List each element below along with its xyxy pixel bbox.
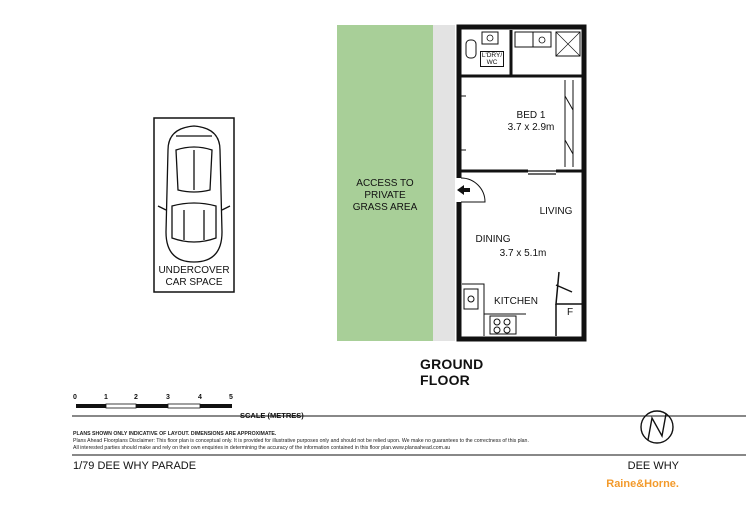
fridge-cupboard — [556, 272, 582, 336]
scale-label: SCALE (METRES) — [240, 411, 304, 420]
property-address: 1/79 DEE WHY PARADE — [73, 460, 197, 472]
laundry-wc-label: L'DRY/ WC — [481, 52, 503, 66]
scale-tick-5: 5 — [229, 394, 233, 401]
property-suburb: DEE WHY — [627, 460, 679, 472]
scale-bar — [72, 404, 746, 416]
disclaimer-line-3: All interested parties should make and rely on their own enquiries in determining the accuracy of the information contained in this floor plan.www.plansahead.com.au — [73, 445, 451, 451]
room-kitchen-name: KITCHEN — [494, 296, 538, 307]
side-path — [433, 25, 455, 341]
room-bed1-dims: 3.7 x 2.9m — [507, 122, 555, 133]
disclaimer-line-1: PLANS SHOWN ONLY INDICATIVE OF LAYOUT. DIMENSIONS ARE APPROXIMATE. — [73, 431, 277, 437]
basin — [482, 32, 498, 44]
scale-tick-4: 4 — [198, 394, 202, 401]
kitchen-bench — [462, 284, 526, 336]
scale-tick-1: 1 — [104, 394, 108, 401]
disclaimer-line-2: Plans Ahead Floorplans Disclaimer: This floor plan is conceptual only. It is provided for illustrative purposes only and should not be relied upon. We make no guarantees to the correctness of this plan. — [73, 438, 529, 444]
scale-tick-3: 3 — [166, 394, 170, 401]
floor-title: GROUND FLOOR — [420, 356, 484, 388]
room-dining-name: DINING — [475, 234, 511, 245]
wardrobe — [565, 80, 573, 167]
vanity — [515, 32, 533, 47]
brand-logo: Raine&Horne. — [606, 478, 679, 490]
grass-area-label: ACCESS TO PRIVATE GRASS AREA — [352, 178, 418, 213]
room-bed1-name: BED 1 — [516, 110, 546, 121]
toilet — [466, 40, 476, 58]
disclaimer — [73, 431, 633, 452]
scale-tick-0: 0 — [73, 394, 77, 401]
room-living-name: LIVING — [539, 206, 573, 217]
bed-sliding-door — [528, 171, 556, 174]
room-dining-dims: 3.7 x 5.1m — [499, 248, 547, 259]
scale-tick-2: 2 — [134, 394, 138, 401]
fridge-label: F — [566, 307, 574, 318]
car-space-label: UNDERCOVER CAR SPACE — [158, 265, 230, 288]
